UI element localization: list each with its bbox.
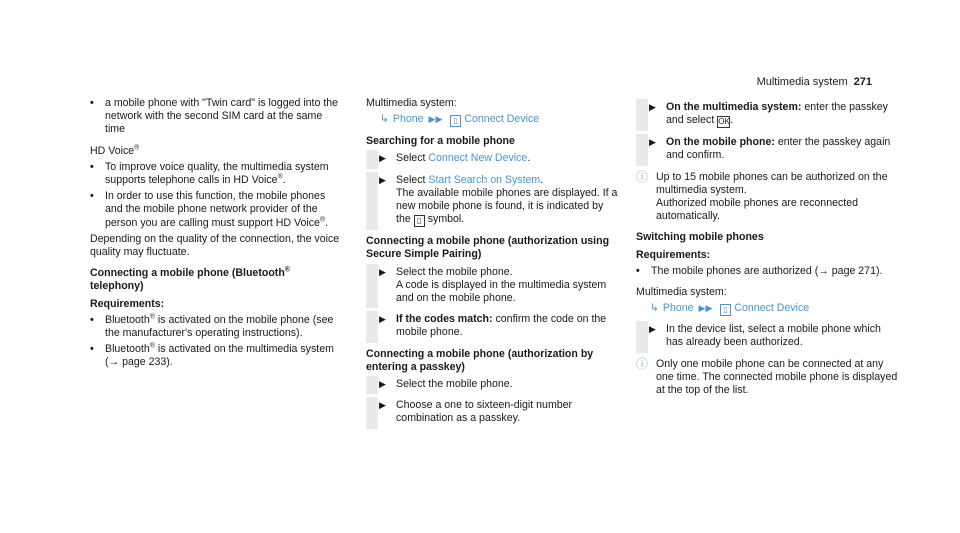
requirements-heading: Requirements: — [90, 297, 165, 310]
step-arrow-icon: ▶ — [649, 324, 656, 335]
bullet-icon: • — [636, 264, 640, 277]
nav-connect-device-link[interactable]: Connect Device — [464, 113, 540, 126]
list-item: • The mobile phones are authorized (→ page 271). — [636, 264, 883, 277]
return-arrow-icon: ↳ — [650, 302, 659, 315]
step-item: ▶ In the device list, select a mobile phone which has already been authorized. — [636, 323, 898, 349]
phone-icon: ▯ — [720, 304, 731, 316]
column-1 — [90, 97, 345, 373]
step-arrow-icon: ▶ — [379, 153, 386, 164]
step-item: ▶ Choose a one to sixteen-digit number combination as a passkey. — [366, 399, 618, 425]
nav-path — [366, 113, 618, 127]
double-chevron-icon: ▶▶ — [698, 303, 713, 314]
step-arrow-icon: ▶ — [379, 400, 386, 411]
header-title: Multimedia system — [756, 76, 848, 88]
step-item: ▶ Select the mobile phone. A code is displayed in the multimedia system and on the mobile phone. — [366, 266, 618, 306]
list-item: • Bluetooth® is activated on the multimedia system (→ page 233). — [90, 342, 334, 369]
page-header — [757, 76, 872, 89]
bullet-icon: • — [90, 97, 94, 109]
connect-new-device-link[interactable]: Connect New Device — [428, 152, 528, 165]
step-arrow-icon: ▶ — [379, 266, 386, 277]
list-item: • To improve voice quality, the multimedia system supports telephone calls in HD Voice®. — [90, 160, 329, 187]
bullet-icon: • — [90, 313, 94, 326]
step-item: ▶ If the codes match: confirm the code on the mobile phone. — [366, 313, 618, 339]
step-arrow-icon: ▶ — [649, 102, 656, 112]
column-2 — [366, 97, 618, 434]
ok-key-icon: OK — [718, 117, 730, 127]
return-arrow-icon: ↳ — [380, 113, 389, 126]
step-arrow-icon: ▶ — [649, 137, 656, 148]
nav-connect-device-link[interactable]: Connect Device — [734, 302, 810, 315]
section-heading: Switching mobile phones — [636, 231, 764, 244]
list-item: • In order to use this function, the mobile phones and the mobile phone network provider of the person you are calling must support HD Voice®. — [90, 190, 329, 229]
requirements-heading: Requirements: — [636, 248, 711, 261]
bullet-icon: • — [90, 160, 94, 173]
phone-icon: ▯ — [414, 215, 425, 227]
section-heading: Connecting a mobile phone (Bluetooth® telephony) — [90, 266, 290, 293]
step-item: ▶ On the mobile phone: enter the passkey again and confirm. — [636, 136, 898, 162]
multimedia-system-label: Multimedia system: — [636, 286, 727, 299]
tip-note: ⓘ Only one mobile phone can be connected at any one time. The connected mobile phone is displayed at the top of the list. — [636, 356, 898, 397]
double-chevron-icon: ▶▶ — [428, 114, 443, 125]
list-item: • a mobile phone with "Twin card" is logged into the network with the second SIM card at the same time — [90, 97, 339, 136]
step-arrow-icon: ▶ — [379, 379, 386, 390]
info-icon: ⓘ — [636, 169, 649, 184]
list-item: • Bluetooth® is activated on the mobile phone (see the manufacturer's operating instructions). — [90, 313, 334, 340]
paragraph: Depending on the quality of the connection, the voice quality may fluctuate. — [90, 232, 340, 259]
page-number: 271 — [853, 76, 872, 88]
bullet-icon: • — [90, 190, 94, 203]
column-3 — [636, 101, 898, 405]
phone-icon: ▯ — [450, 115, 461, 127]
nav-phone-link[interactable]: Phone — [392, 113, 424, 126]
step-item: ▶ Select Start Search on System. The available mobile phones are displayed. If a new mobile phone is found, it is indicated by the ▯ symbol. — [366, 174, 618, 228]
nav-path — [636, 302, 898, 316]
info-icon: ⓘ — [636, 356, 649, 371]
step-item: ▶ On the multimedia system: enter the passkey and select OK. — [636, 101, 898, 128]
nav-phone-link[interactable]: Phone — [662, 302, 694, 315]
tip-note: ⓘ Up to 15 mobile phones can be authorized on the multimedia system. Authorized mobile phones are reconnected automatically. — [636, 169, 888, 223]
section-heading: Searching for a mobile phone — [366, 135, 515, 148]
multimedia-system-label: Multimedia system: — [366, 97, 457, 109]
bullet-icon: • — [90, 343, 94, 356]
section-heading: Connecting a mobile phone (authorization using Secure Simple Pairing) — [366, 235, 610, 261]
step-item: ▶ Select Connect New Device. — [366, 152, 618, 165]
hd-voice-title: HD Voice® — [90, 144, 140, 157]
step-arrow-icon: ▶ — [379, 174, 386, 185]
section-heading: Connecting a mobile phone (authorization by entering a passkey) — [366, 347, 594, 373]
start-search-link[interactable]: Start Search on System — [428, 173, 541, 186]
step-arrow-icon: ▶ — [379, 314, 386, 325]
step-item: ▶ Select the mobile phone. — [366, 378, 618, 391]
